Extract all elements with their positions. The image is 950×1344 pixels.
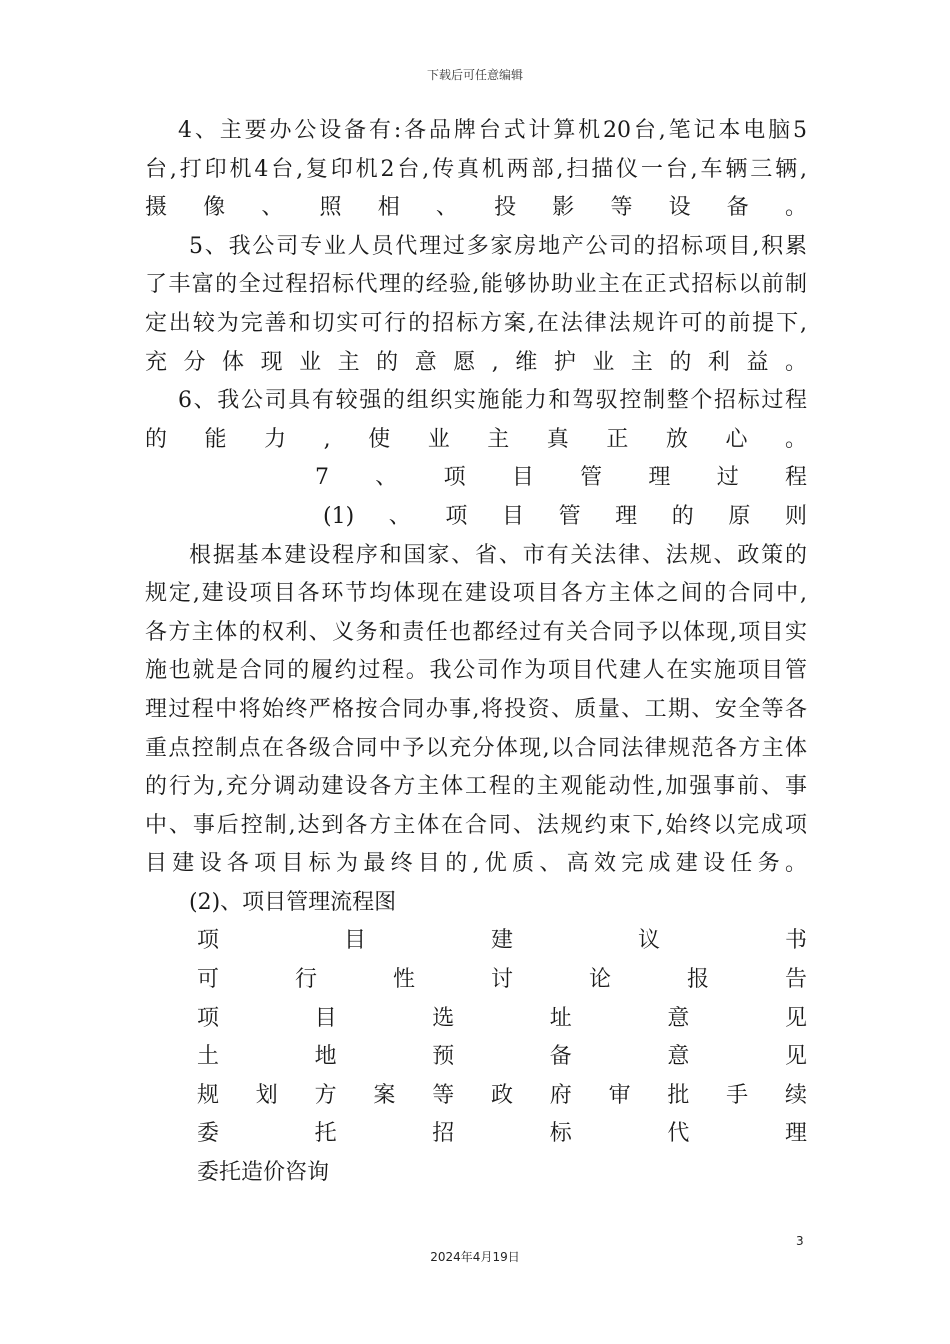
page-footer-date: 2024年4月19日: [430, 1250, 520, 1264]
text-line: 重点控制点在各级合同中予以充分体现,以合同法律规范各方主体: [145, 735, 807, 761]
document-body: [145, 112, 807, 1193]
flow-step: 项目选址意见: [197, 1005, 807, 1031]
subsection-heading: (1)、项目管理的原则: [323, 503, 807, 529]
text-line: 施也就是合同的履约过程。我公司作为项目代建人在实施项目管: [145, 658, 807, 684]
flow-step: 可行性讨论报告: [197, 967, 807, 993]
text-line: 摄像、照相、投影等设备。: [145, 195, 807, 221]
section-heading: 7、项目管理过程: [315, 465, 807, 491]
text-line: 规定,建设项目各环节均体现在建设项目各方主体之间的合同中,: [145, 581, 807, 607]
flow-step: 土地预备意见: [197, 1044, 807, 1070]
text-line: 4、主要办公设备有:各品牌台式计算机20台,笔记本电脑5: [178, 118, 807, 143]
text-line: 台,打印机4台,复印机2台,传真机两部,扫描仪一台,车辆三辆,: [145, 156, 807, 182]
text-line: 目建设各项目标为最终目的,优质、高效完成建设任务。: [145, 851, 807, 877]
flow-step: 委托造价咨询: [197, 1160, 330, 1186]
text-line: 的行为,充分调动建设各方主体工程的主观能动性,加强事前、事: [145, 774, 807, 800]
text-line: 理过程中将始终严格按合同办事,将投资、质量、工期、安全等各: [145, 696, 807, 722]
page-number: 3: [796, 1234, 804, 1248]
flow-step: 委托招标代理: [197, 1121, 807, 1147]
text-line: 定出较为完善和切实可行的招标方案,在法律法规许可的前提下,: [145, 310, 807, 336]
flow-step: 规划方案等政府审批手续: [197, 1082, 807, 1108]
page-header: 下载后可任意编辑: [426, 68, 523, 82]
text-line: 6、我公司具有较强的组织实施能力和驾驭控制整个招标过程: [178, 388, 807, 414]
text-line: 根据基本建设程序和国家、省、市有关法律、法规、政策的: [189, 542, 807, 568]
subsection-heading: (2)、项目管理流程图: [189, 889, 397, 915]
text-line: 的能力,使业主真正放心。: [145, 426, 807, 452]
text-line: 各方主体的权利、义务和责任也都经过有关合同予以体现,项目实: [145, 619, 807, 645]
text-line: 了丰富的全过程招标代理的经验,能够协助业主在正式招标以前制: [145, 272, 807, 298]
flow-step: 项目建议书: [197, 928, 807, 954]
text-line: 5、我公司专业人员代理过多家房地产公司的招标项目,积累: [189, 233, 807, 259]
text-line: 充分体现业主的意愿,维护业主的利益。: [145, 349, 807, 375]
text-line: 中、事后控制,达到各方主体在合同、法规约束下,始终以完成项: [145, 812, 807, 838]
